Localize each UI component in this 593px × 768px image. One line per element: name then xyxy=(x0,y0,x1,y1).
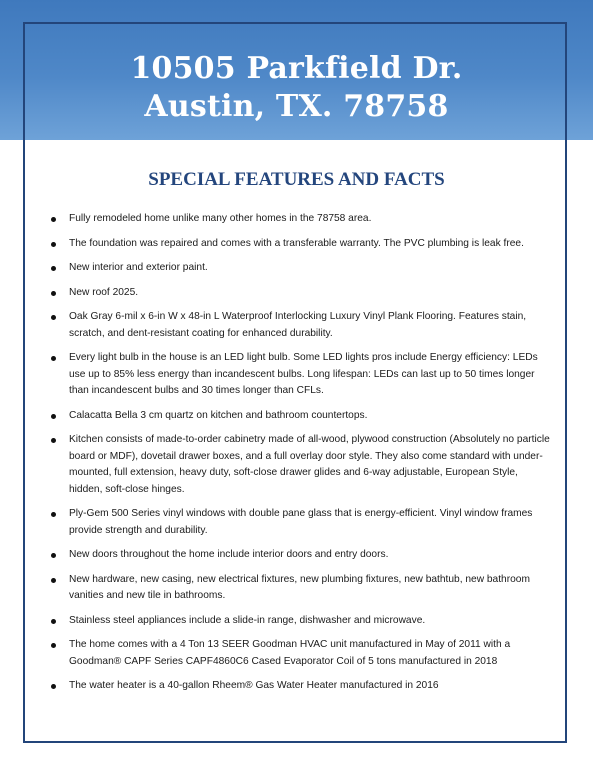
feature-item xyxy=(50,236,554,253)
bullet-icon xyxy=(51,217,56,222)
feature-item xyxy=(50,432,554,498)
bullet-icon xyxy=(51,643,56,648)
bullet-icon xyxy=(51,291,56,296)
bullet-icon xyxy=(51,438,56,443)
feature-text: Fully remodeled home unlike many other homes in the 78758 area. xyxy=(69,213,372,224)
feature-item xyxy=(50,350,554,400)
bullet-icon xyxy=(51,414,56,419)
feature-text: Calacatta Bella 3 cm quartz on kitchen and bathroom countertops. xyxy=(69,409,368,421)
bullet-icon xyxy=(51,619,56,624)
feature-item xyxy=(50,211,554,228)
feature-text: The water heater is a 40-gallon Rheem® Gas Water Heater manufactured in 2016 xyxy=(69,680,439,691)
bullet-icon xyxy=(51,356,56,361)
bullet-icon xyxy=(51,242,56,247)
feature-item xyxy=(50,637,554,670)
feature-text: The home comes with a 4 Ton 13 SEER Goodman HVAC unit manufactured in May of 2011 with a Goodman® CAPF Series CAPF4860C6 Cased Evaporator Coil of 5 tons manufactured in 2018 xyxy=(69,639,511,667)
feature-text: Stainless steel appliances include a slide-in range, dishwasher and microwave. xyxy=(69,614,426,626)
feature-item xyxy=(50,260,554,277)
bullet-icon xyxy=(51,684,56,689)
feature-item xyxy=(50,572,554,605)
feature-text: Every light bulb in the house is an LED light bulb. Some LED lights pros include Energy efficiency: LEDs use up to 85% less energy than incandescent bulbs. Long lifespan: LEDs can last up to 50 times longer than incandescent bulbs and 30 times longer than CFLs. xyxy=(69,352,538,396)
feature-item xyxy=(50,678,554,695)
feature-item xyxy=(50,285,554,302)
feature-text: New interior and exterior paint. xyxy=(69,262,208,273)
features-list xyxy=(50,211,554,703)
bullet-icon xyxy=(51,315,56,320)
feature-text: Kitchen consists of made-to-order cabinetry made of all-wood, plywood construction (Absolutely no particle board or MDF), dovetail drawer boxes, and a full overlay door style. They also come standard with under-mounted, full extension, heavy duty, soft-close drawer glides and 6-way adjustable, European Style, hidden, soft-close hinges. xyxy=(69,434,550,495)
feature-item xyxy=(50,506,554,539)
feature-item xyxy=(50,408,554,425)
feature-text: The foundation was repaired and comes with a transferable warranty. The PVC plumbing is leak free. xyxy=(69,237,524,249)
feature-text: Ply-Gem 500 Series vinyl windows with double pane glass that is energy-efficient. Vinyl window frames provide strength and durability. xyxy=(69,508,533,536)
feature-text: Oak Gray 6-mil x 6-in W x 48-in L Waterproof Interlocking Luxury Vinyl Plank Flooring. Features stain, scratch, and dent-resistant coating for enhanced durability. xyxy=(69,311,527,339)
property-address-title xyxy=(0,50,593,126)
section-title: SPECIAL FEATURES AND FACTS xyxy=(148,169,445,190)
bullet-icon xyxy=(51,266,56,271)
feature-text: New doors throughout the home include interior doors and entry doors. xyxy=(69,549,389,560)
address-line-2: Austin, TX. 78758 xyxy=(144,89,449,124)
bullet-icon xyxy=(51,512,56,517)
feature-text: New roof 2025. xyxy=(69,286,139,298)
feature-item xyxy=(50,547,554,564)
address-line-1: 10505 Parkfield Dr. xyxy=(130,51,463,86)
bullet-icon xyxy=(51,578,56,583)
bullet-icon xyxy=(51,553,56,558)
feature-text: New hardware, new casing, new electrical fixtures, new plumbing fixtures, new bathtub, new bathroom vanities and new tile in bathrooms. xyxy=(69,573,530,601)
feature-item xyxy=(50,309,554,342)
feature-item xyxy=(50,613,554,630)
